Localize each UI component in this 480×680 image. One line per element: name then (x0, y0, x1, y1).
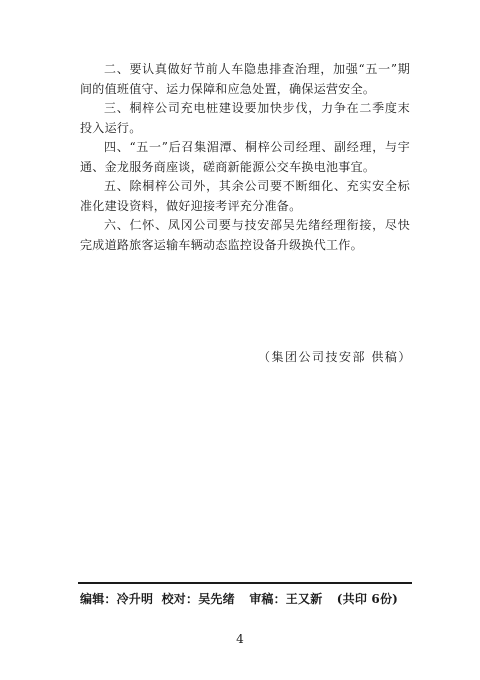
paragraph-6: 六、仁怀、凤冈公司要与技安部吴先绪经理衔接，尽快完成道路旅客运输车辆动态监控设备升级换代工作。 (80, 218, 410, 252)
paragraph-3: 三、桐梓公司充电桩建设要加快步伐，力争在二季度末投入运行。 (80, 101, 410, 135)
paragraph-4: 四、“五一”后召集湄潭、桐梓公司经理、副经理，与宇通、金龙服务商座谈，磋商新能源公交车换电池事宜。 (80, 140, 410, 174)
footer-divider (78, 582, 412, 584)
reviewer-credit: 审稿：王又新 (249, 592, 323, 606)
source-note: （集团公司技安部 供稿） (258, 350, 412, 364)
proofreader-credit: 校对：吴先绪 (161, 592, 235, 606)
paragraph-2: 二、要认真做好节前人车隐患排查治理，加强“五一”期间的值班值守、运力保障和应急处置，确保运营安全。 (80, 62, 410, 96)
editor-credit: 编辑：冷升明 (80, 592, 154, 606)
copies-count: (共印 6份) (336, 592, 399, 606)
page-number: 4 (236, 632, 244, 646)
footer-credits (80, 590, 414, 607)
paragraph-5: 五、除桐梓公司外，其余公司要不断细化、充实安全标准化建设资料，做好迎接考评充分准备。 (80, 179, 410, 213)
body-text (80, 60, 410, 255)
